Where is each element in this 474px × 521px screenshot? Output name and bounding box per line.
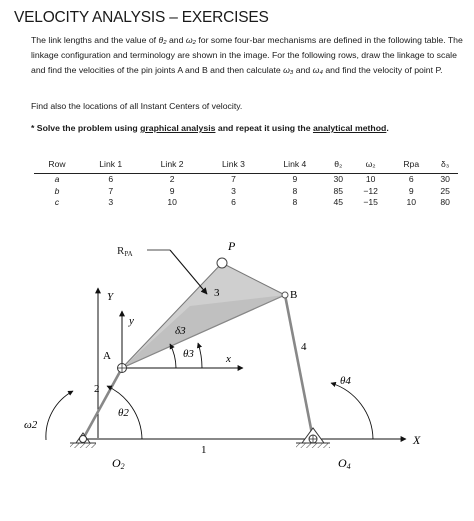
table-cell: −15 xyxy=(363,197,378,207)
table-cell: 6 xyxy=(408,174,414,184)
header-link2: Link 2 xyxy=(141,154,202,174)
table-cell: c xyxy=(54,197,60,207)
header-theta2: θ₂ xyxy=(326,154,352,174)
rocker-link-4 xyxy=(285,295,313,439)
table-cell: 3 xyxy=(108,197,114,207)
label-2: 2 xyxy=(94,383,100,395)
ground-pivot-o2 xyxy=(70,433,96,448)
pin-b xyxy=(282,292,288,298)
theta4-arc xyxy=(331,383,373,439)
table-cell: −12 xyxy=(363,185,378,196)
header-link4: Link 4 xyxy=(264,154,325,174)
label-y-upper: Y xyxy=(107,291,114,303)
label-rpa: RPA xyxy=(117,245,133,258)
table-cell: 8 xyxy=(292,185,298,196)
label-y-lower: y xyxy=(129,315,134,327)
table-row xyxy=(34,197,458,209)
table-cell: 6 xyxy=(108,174,114,184)
label-x-lower: x xyxy=(226,353,231,365)
table-cell: a xyxy=(54,174,60,184)
link-table xyxy=(34,154,458,209)
table-cell: 10 xyxy=(167,197,177,207)
label-b: B xyxy=(290,289,298,301)
omega2-arc xyxy=(46,391,73,440)
label-theta4: θ4 xyxy=(340,375,351,387)
point-p xyxy=(217,258,227,268)
header-link1: Link 1 xyxy=(80,154,141,174)
instruction-paragraph: * Solve the problem using graphical analysis and repeat it using the analytical method. xyxy=(31,123,389,133)
table-cell: 10 xyxy=(365,174,376,184)
crank-link-2 xyxy=(83,368,122,439)
delta3-arc xyxy=(170,344,176,368)
table-cell: 80 xyxy=(440,197,450,207)
table-cell: 85 xyxy=(333,185,344,196)
fourbar-linkage-figure xyxy=(0,228,474,521)
table-cell: 45 xyxy=(333,197,344,207)
header-link3: Link 3 xyxy=(203,154,264,174)
table-cell: 9 xyxy=(408,185,414,196)
table-cell: 6 xyxy=(231,197,236,207)
table-cell: 3 xyxy=(231,185,236,196)
header-omega2: ω₂ xyxy=(351,154,390,174)
table-cell: 7 xyxy=(108,185,114,196)
label-4: 4 xyxy=(301,341,307,353)
label-3: 3 xyxy=(214,287,220,299)
table-row xyxy=(34,186,458,198)
table-cell: 2 xyxy=(169,174,175,184)
table-cell: 30 xyxy=(440,174,450,184)
table-cell: 10 xyxy=(406,197,416,207)
rpa-arrow xyxy=(170,250,207,294)
instant-centers-paragraph: Find also the locations of all Instant Centers of velocity. xyxy=(31,101,243,111)
table-cell: b xyxy=(54,185,60,196)
label-o2: O2 xyxy=(112,456,125,471)
page-title: VELOCITY ANALYSIS – EXERCISES xyxy=(14,9,269,26)
label-delta3: δ3 xyxy=(175,325,186,337)
table-header-row xyxy=(34,154,458,174)
label-omega2: ω2 xyxy=(24,419,38,431)
table-cell: 30 xyxy=(333,174,344,184)
label-1: 1 xyxy=(201,444,207,456)
table-cell: 9 xyxy=(169,185,175,196)
intro-paragraph: The link lengths and the value of θ₂ and ω₂ for some four-bar mechanisms are defined in the following table. The linkage configuration and terminology are shown in the image. For the following rows, draw the linkage to scale and find the velocities of the pin joints A and B and then calculate ω₃ and ω₄ and find the velocity of point P. xyxy=(31,35,463,75)
header-delta3: δ₃ xyxy=(432,154,458,174)
label-o4: O4 xyxy=(338,456,351,471)
label-x-upper: X xyxy=(413,433,421,447)
table-cell: 8 xyxy=(292,197,298,207)
theta3-arc xyxy=(198,343,202,368)
table-cell: 7 xyxy=(231,174,236,184)
label-theta3: θ3 xyxy=(183,348,194,360)
ground-pivot-o4 xyxy=(296,428,330,448)
table-cell: 25 xyxy=(440,185,450,196)
header-rpa: Rpa xyxy=(390,154,432,174)
header-row: Row xyxy=(34,154,80,174)
label-p: P xyxy=(228,239,236,253)
table-cell: 9 xyxy=(292,174,298,184)
label-a: A xyxy=(103,350,111,362)
label-theta2: θ2 xyxy=(118,407,129,419)
table-row xyxy=(34,174,458,186)
